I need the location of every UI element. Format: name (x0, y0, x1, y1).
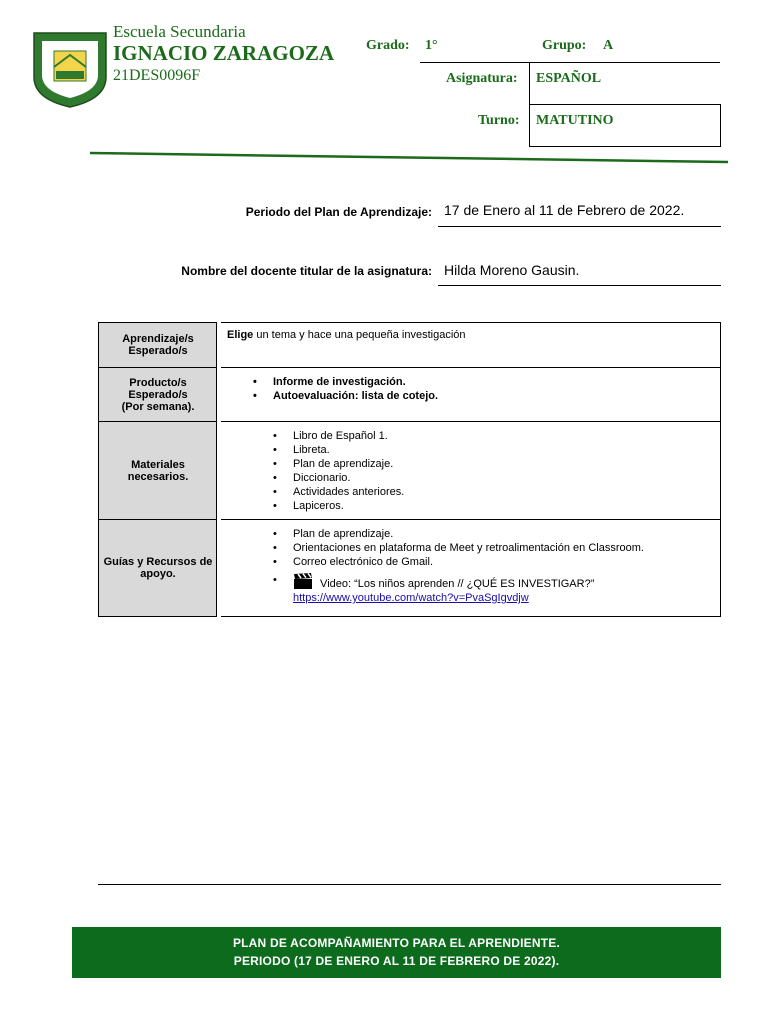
row-content-materiales (219, 422, 721, 520)
list-item: • Orientaciones en plataforma de Meet y retroalimentación en Classroom. (273, 541, 714, 555)
content-rest: un tema y hace una pequeña investigación (253, 329, 466, 341)
table-row (99, 520, 721, 617)
list-item: • Informe de investigación. (253, 375, 714, 389)
row-content-aprendizaje (219, 323, 721, 368)
shift-value: MATUTINO (536, 113, 614, 128)
list-item: • Libro de Español 1. (273, 429, 714, 443)
row-header-line: necesarios. (127, 470, 189, 483)
period-underline (438, 226, 721, 227)
shift-box-right (720, 104, 721, 147)
list-item: • Lapiceros. (273, 499, 714, 513)
video-text: Video: “Los niños aprenden // ¿QUÉ ES INVESTIGAR?” (317, 578, 595, 590)
list-item: • Plan de aprendizaje. (273, 527, 714, 541)
row-content-producto (219, 368, 721, 422)
list-item: • Autoevaluación: lista de cotejo. (253, 389, 714, 403)
subject-underline (529, 104, 721, 105)
row-header-guias (99, 520, 220, 617)
row-header-line: Materiales (131, 458, 185, 471)
row-header-line: (Por semana). (121, 400, 195, 413)
content-bold: Elige (227, 329, 254, 341)
subject-label: Asignatura: (446, 71, 518, 86)
footer-banner (72, 927, 721, 978)
grade-label: Grado: (366, 38, 410, 53)
teacher-value: Hilda Moreno Gausin. (444, 262, 580, 278)
row-header-text: Aprendizaje/s Esperado/s (122, 333, 194, 357)
group-value: A (603, 38, 614, 53)
teacher-underline (438, 285, 721, 286)
list-item: • Correo electrónico de Gmail. (273, 555, 714, 569)
subject-value: ESPAÑOL (536, 71, 602, 86)
school-crest-icon (30, 27, 110, 109)
grade-value: 1° (425, 38, 438, 53)
row-header-line: apoyo. (140, 568, 176, 580)
teacher-label: Nombre del docente titular de la asignatura: (181, 264, 432, 278)
shift-label: Turno: (478, 113, 520, 128)
learning-plan-table (98, 322, 721, 617)
table-row (99, 323, 721, 368)
header-divider-line (88, 150, 730, 166)
footer-line1: PLAN DE ACOMPAÑAMIENTO PARA EL APRENDIENTE. (232, 936, 561, 950)
list-item: • Diccionario. (273, 471, 714, 485)
row-header-line: Esperado/s (128, 388, 188, 401)
row-header-line: Producto/s (129, 376, 187, 389)
list-item-video (273, 573, 714, 605)
list-item: • Libreta. (273, 443, 714, 457)
group-label: Grupo: (542, 38, 587, 53)
row-header-aprendizaje (99, 323, 220, 368)
table-row (99, 422, 721, 520)
period-label: Periodo del Plan de Aprendizaje: (245, 205, 432, 219)
row-header-line: Guías y Recursos de (103, 556, 213, 568)
footer-rule (98, 884, 721, 885)
video-link[interactable]: https://www.youtube.com/watch?v=PvaSgIgvdjw (293, 592, 529, 604)
table-row (99, 368, 721, 422)
list-item: • Plan de aprendizaje. (273, 457, 714, 471)
row-header-materiales (99, 422, 220, 520)
school-type: Escuela Secundaria (113, 22, 246, 41)
row-header-producto (99, 368, 220, 422)
period-value: 17 de Enero al 11 de Febrero de 2022. (444, 202, 685, 218)
school-code: 21DES0096F (113, 67, 201, 84)
school-name: IGNACIO ZARAGOZA (113, 41, 335, 65)
group-underline (530, 62, 720, 63)
clapperboard-icon (293, 573, 313, 589)
shift-box-bottom (529, 146, 721, 147)
grade-underline (420, 62, 530, 63)
list-item: • Actividades anteriores. (273, 485, 714, 499)
row-content-guias (219, 520, 721, 617)
footer-line2: PERIODO (17 DE ENERO AL 11 DE FEBRERO DE 2022). (233, 954, 560, 968)
